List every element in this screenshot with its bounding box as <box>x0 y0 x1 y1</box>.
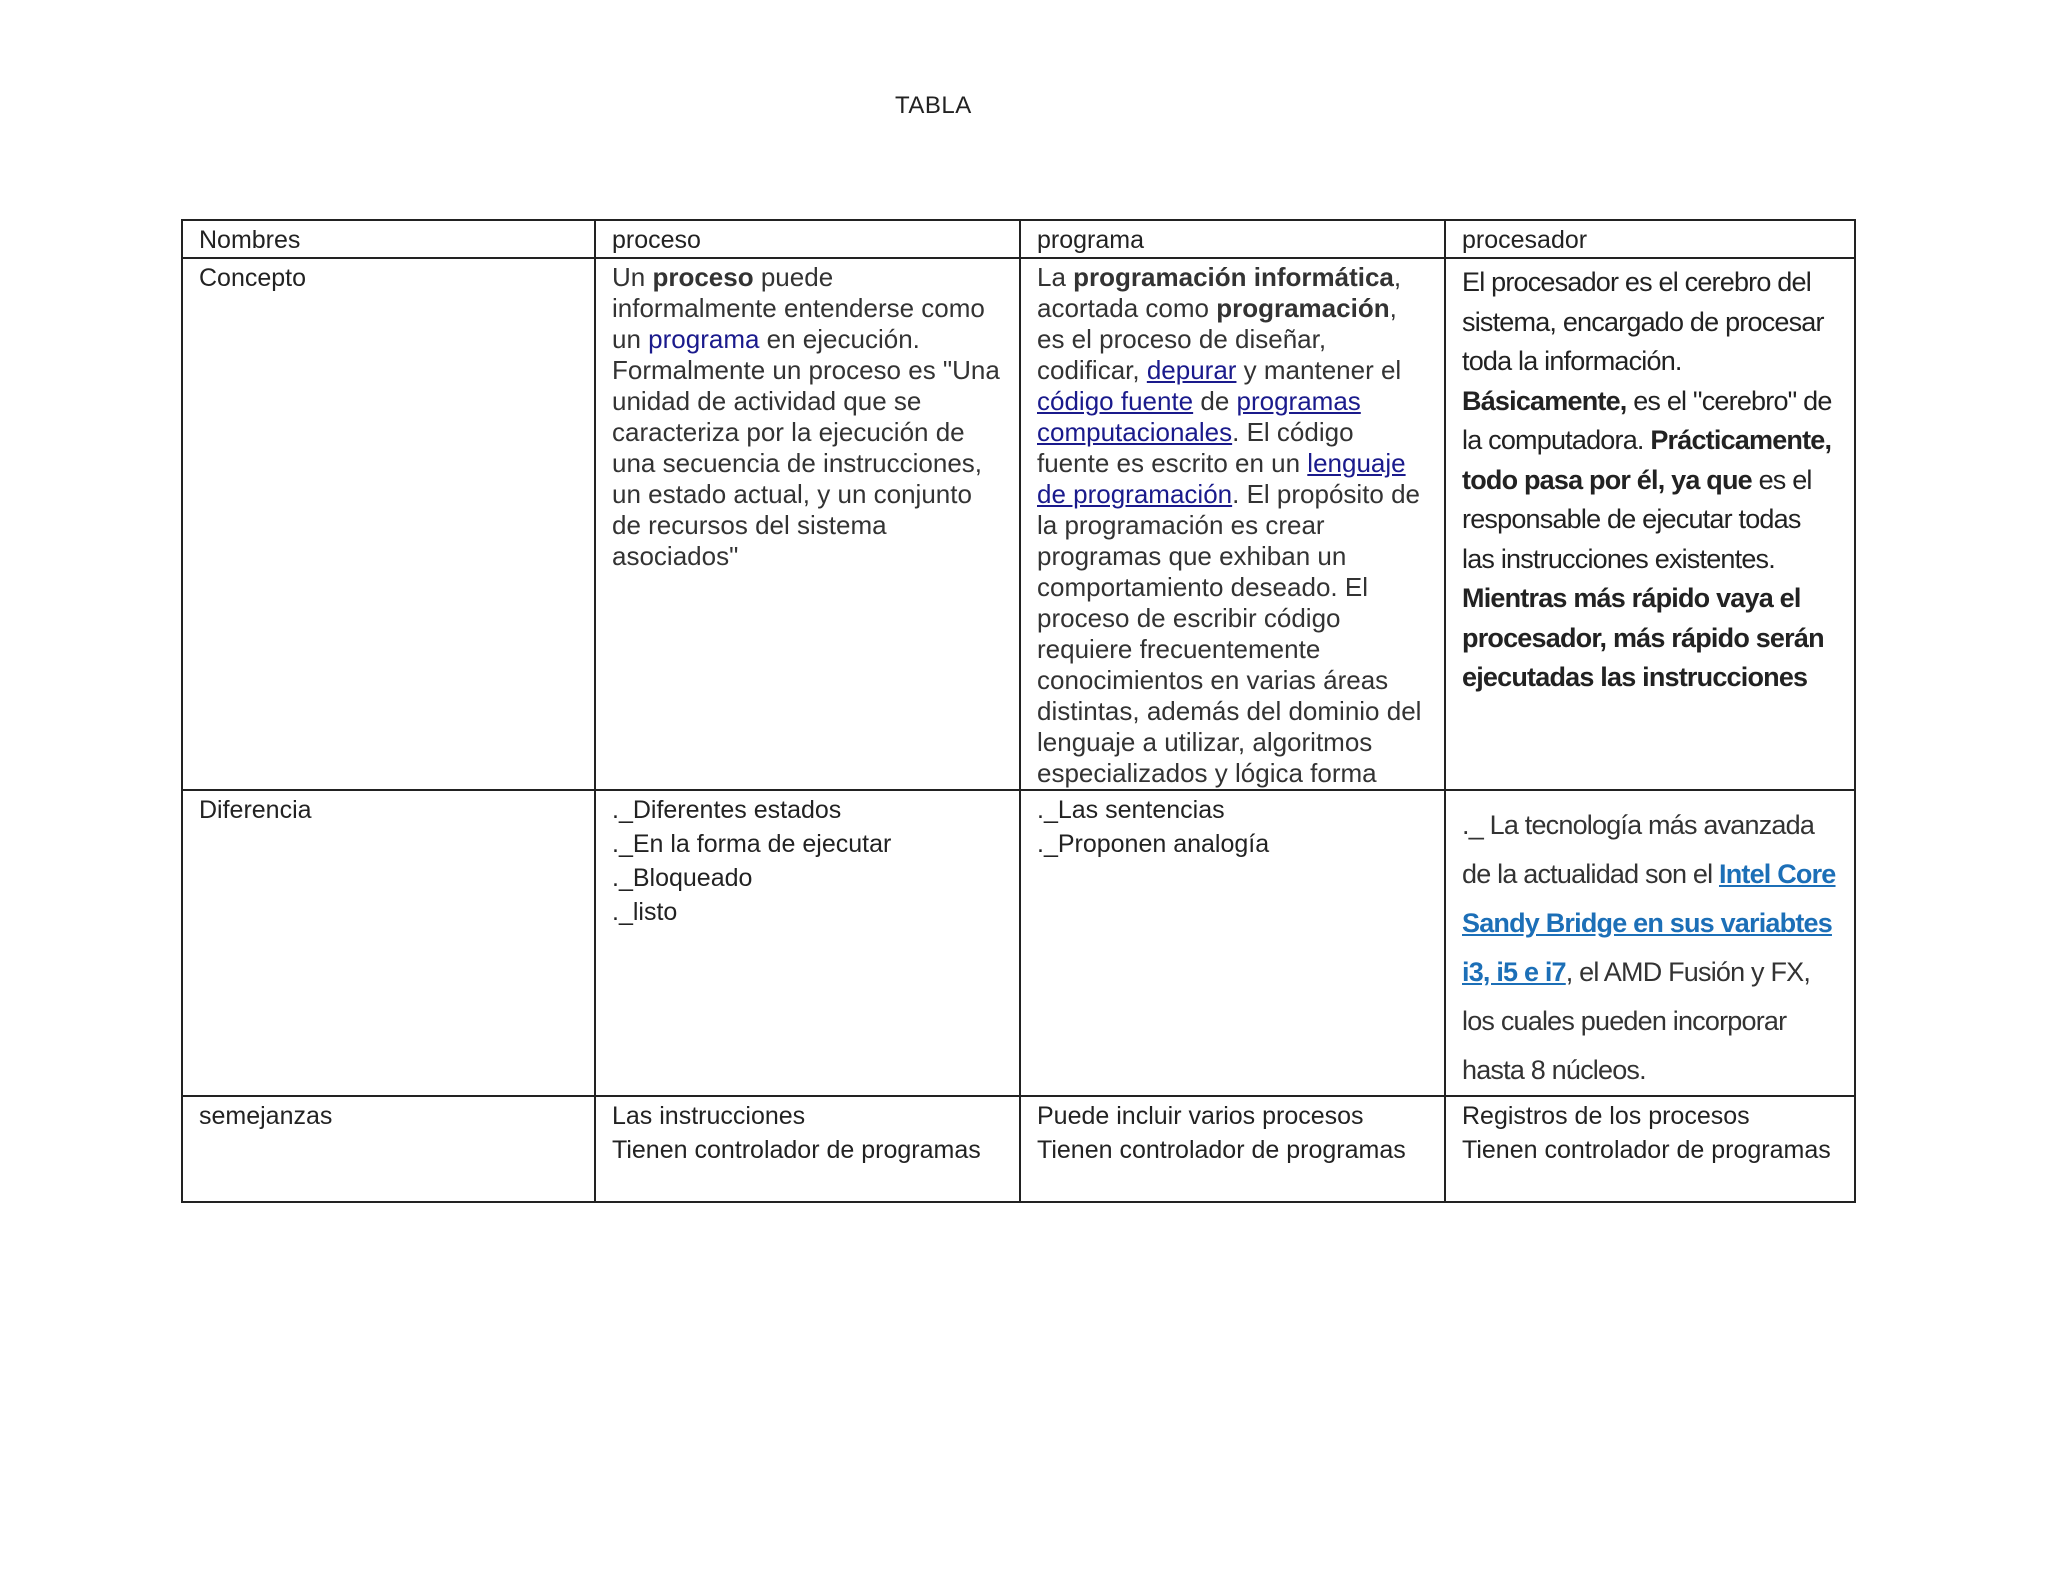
cell-line: Tienen controlador de programas <box>612 1136 981 1164</box>
list-item: ._En la forma de ejecutar <box>612 830 892 858</box>
table-header-row <box>182 220 1855 258</box>
text-run: Un <box>612 262 653 292</box>
cell-line: Puede incluir varios procesos <box>1037 1102 1364 1130</box>
link-intel-core-sandy-bridge[interactable]: Intel Core Sandy Bridge en sus variabtes i3, i5 e i7 <box>1462 859 1836 987</box>
concepto-proceso-text <box>612 261 1003 572</box>
text-run: , acortada como <box>1037 262 1402 323</box>
diferencia-programa-cell <box>1020 790 1445 1096</box>
bold-run: Básicamente, <box>1462 385 1627 416</box>
text-run: es el responsable de ejecutar todas las instrucciones existentes. <box>1462 464 1812 574</box>
semejanzas-procesador-cell <box>1445 1096 1855 1202</box>
text-run: La <box>1037 262 1074 292</box>
text-run: en ejecución. Formalmente un proceso es "Una unidad de actividad que se caracteriza por la ejecución de una secuencia de instrucciones, un estado actual, y un conjunto de recursos del sistema asociados" <box>612 324 1000 571</box>
cell-line: Registros de los procesos <box>1462 1102 1750 1130</box>
header-programa: programa <box>1020 220 1445 258</box>
text-run: , el AMD Fusión y FX, los cuales pueden incorporar hasta 8 núcleos. <box>1462 957 1811 1085</box>
link-lenguaje-de-programacion[interactable]: lenguaje de programación <box>1037 448 1406 509</box>
cell-line: Tienen controlador de programas <box>1037 1136 1406 1164</box>
text-run: y mantener el <box>1236 355 1402 385</box>
cell-line: Las instrucciones <box>612 1102 806 1130</box>
text-run: puede informalmente entenderse como un <box>612 262 985 354</box>
concepto-proceso-cell <box>595 258 1020 790</box>
list-item: ._Diferentes estados <box>612 796 842 824</box>
text-run: de <box>1193 386 1237 416</box>
text-run: ._ La tecnología más avanzada de la actualidad son el <box>1462 810 1815 889</box>
semejanzas-proceso-cell <box>595 1096 1020 1202</box>
link-programas-computacionales[interactable]: programas computacionales <box>1037 386 1361 447</box>
bold-run: programación informática <box>1073 262 1394 292</box>
text-run: . El código fuente es escrito en un <box>1037 417 1354 478</box>
text-run: es el "cerebro" de la computadora. <box>1462 385 1832 455</box>
diferencia-procesador-text <box>1462 793 1838 1095</box>
link-programa[interactable]: programa <box>648 324 760 354</box>
table-row-concepto <box>182 258 1855 790</box>
bold-run: proceso <box>652 262 754 292</box>
concepto-procesador-text <box>1462 261 1838 698</box>
link-codigo-fuente[interactable]: código fuente <box>1037 386 1194 416</box>
concepto-programa-cell <box>1020 258 1445 790</box>
text-run: El procesador es el cerebro del sistema, encargado de procesar toda la información. <box>1462 267 1824 376</box>
document-title: TABLA <box>895 92 972 119</box>
table-row-diferencia <box>182 790 1855 1096</box>
concepto-procesador-cell <box>1445 258 1855 790</box>
row-label-diferencia: Diferencia <box>182 790 595 1096</box>
list-item: ._Proponen analogía <box>1037 830 1270 858</box>
comparison-table <box>181 219 1856 1203</box>
bold-run: Mientras más rápido vaya el procesador, más rápido serán ejecutadas las instrucciones <box>1462 583 1824 692</box>
cell-line: Tienen controlador de programas <box>1462 1136 1831 1164</box>
semejanzas-programa-cell <box>1020 1096 1445 1202</box>
header-procesador: procesador <box>1445 220 1855 258</box>
diferencia-procesador-cell <box>1445 790 1855 1096</box>
list-item: ._Bloqueado <box>612 864 753 892</box>
row-label-concepto: Concepto <box>182 258 595 790</box>
header-nombres: Nombres <box>182 220 595 258</box>
diferencia-proceso-cell <box>595 790 1020 1096</box>
text-run: , es el proceso de diseñar, codificar, <box>1037 293 1397 385</box>
concepto-programa-text <box>1037 261 1428 789</box>
list-item: ._listo <box>612 898 678 926</box>
bold-run: programación <box>1216 293 1390 323</box>
bold-run: Prácticamente, todo pasa por él, ya que <box>1462 425 1832 495</box>
text-run: . El propósito de la programación es crear programas que exhiban un comportamiento deseado. El proceso de escribir código requiere frecuentemente conocimientos en varias áreas distintas, además del dominio del lenguaje a utilizar, algoritmos especializados y lógica forma <box>1037 479 1422 788</box>
link-depurar[interactable]: depurar <box>1146 355 1237 385</box>
header-proceso: proceso <box>595 220 1020 258</box>
list-item: ._Las sentencias <box>1037 796 1225 824</box>
table-row-semejanzas <box>182 1096 1855 1202</box>
row-label-semejanzas: semejanzas <box>182 1096 595 1202</box>
